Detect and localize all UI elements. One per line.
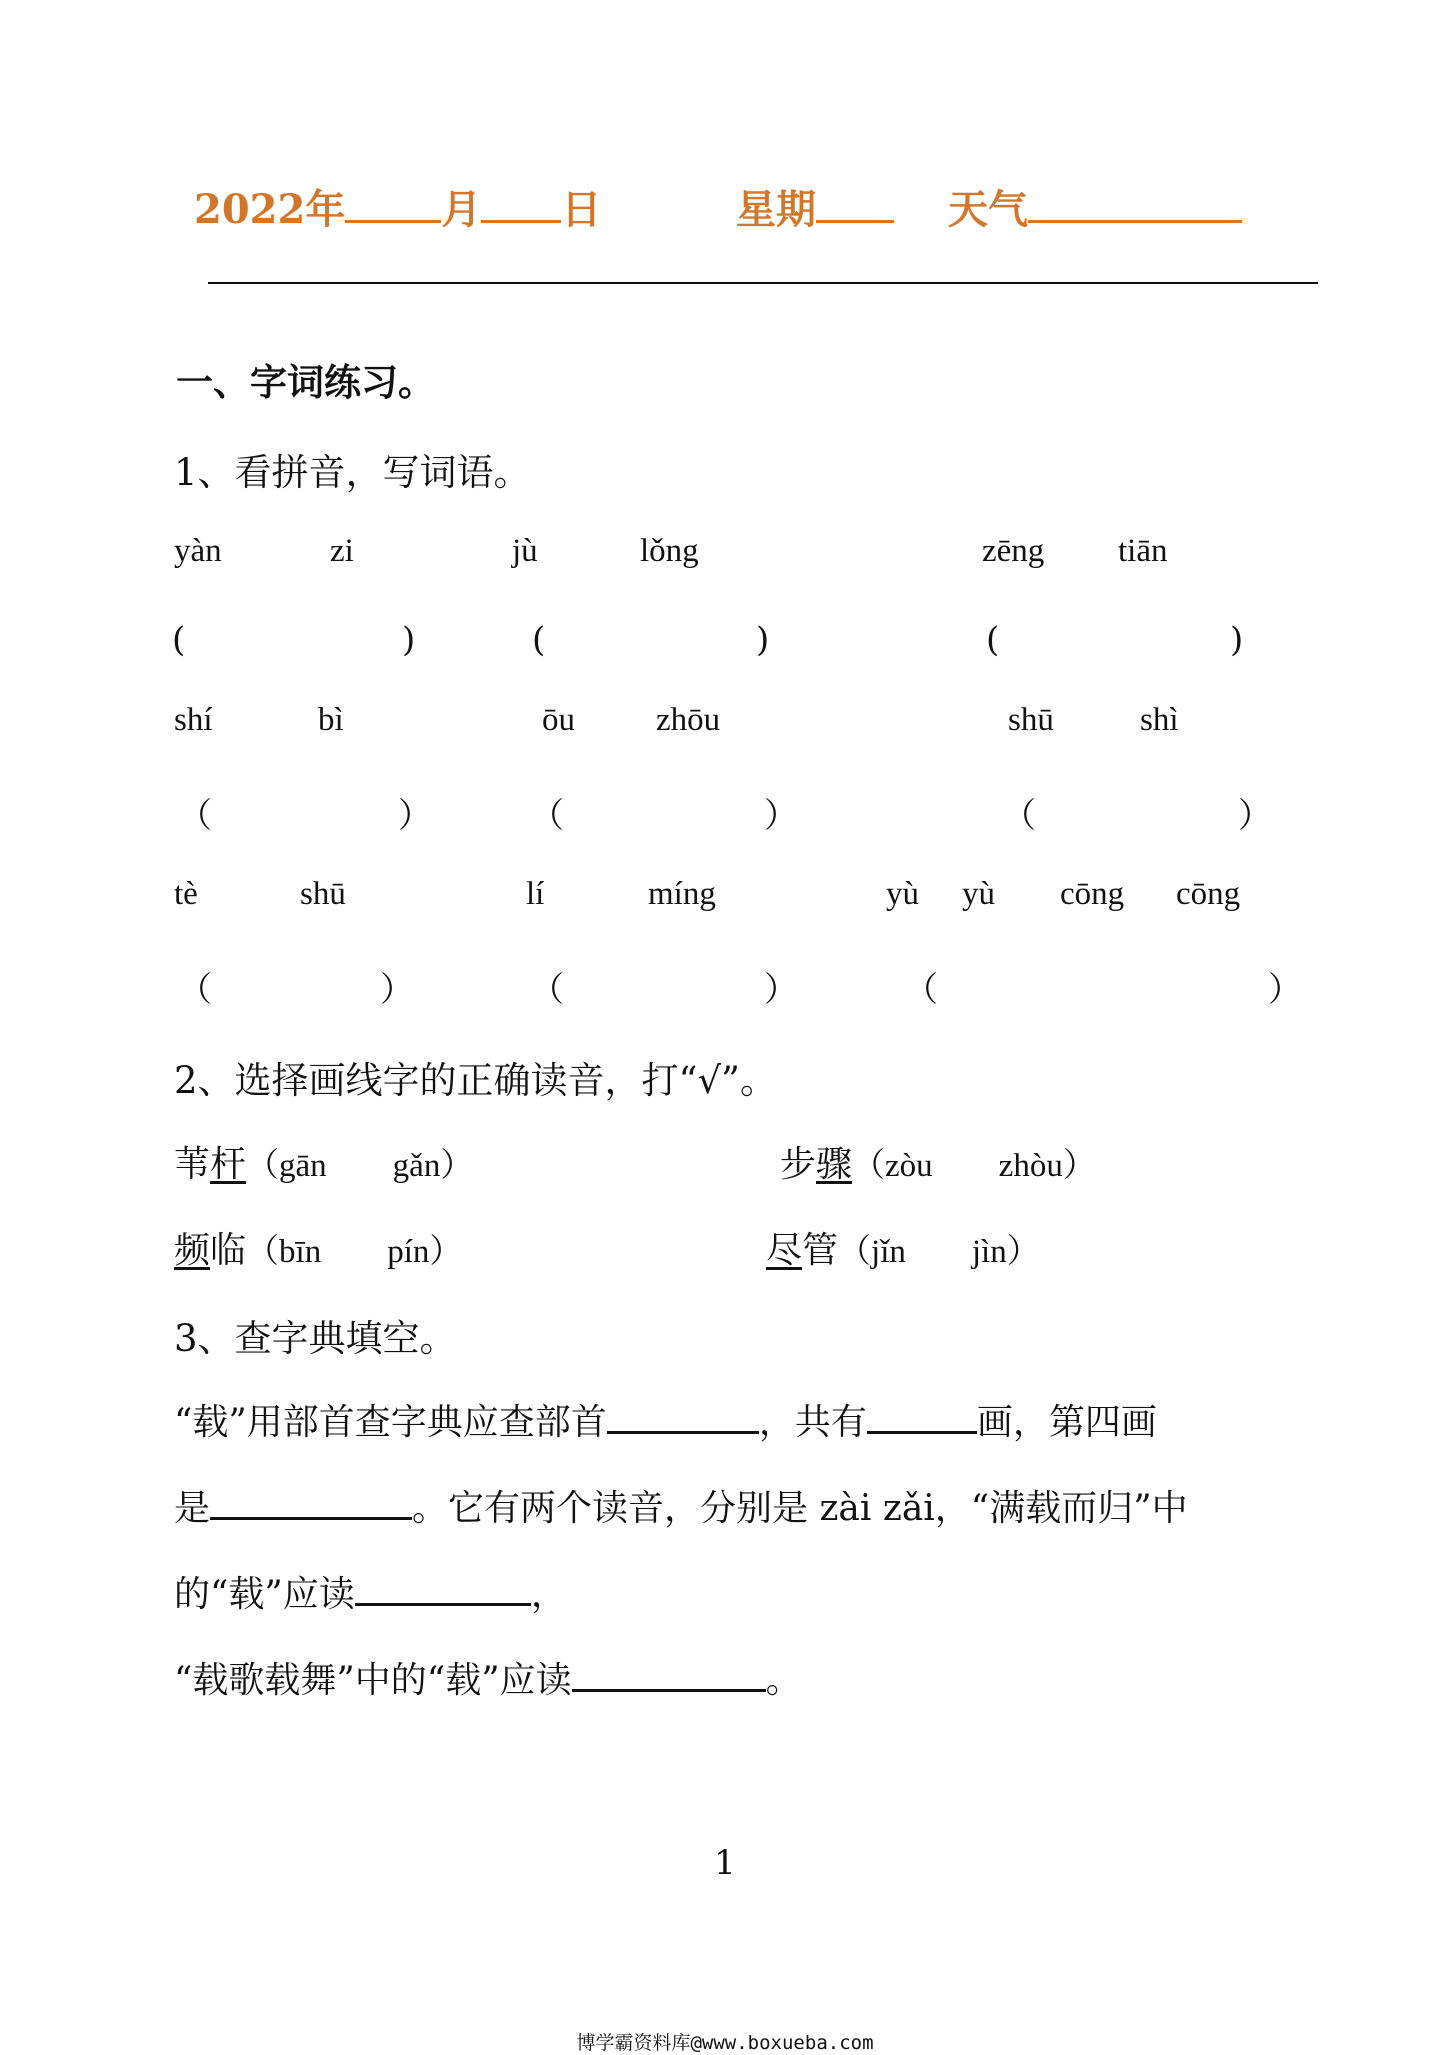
answer-paren-open: （ — [530, 796, 564, 836]
pinyin: lí — [526, 876, 545, 912]
q2-options[interactable]: （gān gǎn） — [246, 1148, 474, 1184]
q3-text: 是 — [174, 1488, 211, 1529]
section-title: 一、字词练习。 — [176, 360, 435, 404]
footer-watermark: 博学霸资料库@www.boxueba.com — [576, 2032, 874, 2054]
month-label: 月 — [441, 186, 482, 233]
q3-line-2 — [174, 1480, 1188, 1531]
pinyin: lǒng — [640, 533, 699, 569]
answer-paren-open: （ — [530, 970, 564, 1010]
q2-underlined-char: 骤 — [816, 1144, 853, 1185]
weekday-blank[interactable] — [816, 219, 894, 223]
weather-blank[interactable] — [1028, 219, 1242, 223]
weather-field — [948, 178, 1242, 235]
pinyin: zhōu — [656, 702, 721, 738]
answer-paren-open: （ — [178, 970, 212, 1010]
q2-underlined-char: 尽 — [766, 1230, 803, 1271]
q2-item — [780, 1136, 1096, 1187]
month-blank[interactable] — [345, 219, 441, 223]
q2-underlined-char: 频 — [174, 1230, 211, 1271]
pinyin: yù — [886, 876, 919, 912]
q2-plain-char: 临 — [210, 1230, 247, 1271]
q2-underlined-char: 杆 — [210, 1144, 247, 1185]
pinyin: shū — [300, 876, 346, 912]
pinyin: cōng — [1060, 876, 1125, 912]
answer-paren-close: ） — [764, 970, 798, 1010]
q3-line-1 — [174, 1394, 1157, 1445]
q2-item — [766, 1222, 1040, 1273]
pinyin: shū — [1008, 702, 1054, 738]
pinyin: jù — [512, 533, 538, 569]
q3-text: “载”用部首查字典应查部首 — [174, 1402, 607, 1443]
q3-line-4 — [174, 1652, 802, 1703]
day-blank[interactable] — [481, 219, 561, 223]
answer-paren-open: ( — [986, 620, 1000, 660]
q2-options[interactable]: （bīn pín） — [246, 1234, 463, 1270]
q2-title: 2、选择画线字的正确读音，打“√”。 — [174, 1059, 777, 1102]
fourth-stroke-blank[interactable] — [210, 1516, 412, 1520]
pinyin: yù — [962, 876, 995, 912]
q3-text: 的“载”应读 — [174, 1574, 355, 1615]
q2-item — [174, 1222, 462, 1273]
pinyin: shí — [174, 702, 213, 738]
q3-line-3 — [174, 1566, 567, 1617]
pinyin: yàn — [174, 533, 222, 569]
pinyin: cōng — [1176, 876, 1241, 912]
q3-text: 。 — [765, 1660, 802, 1701]
pinyin: zēng — [982, 533, 1045, 569]
pinyin: míng — [648, 876, 716, 912]
reading-blank-2[interactable] — [572, 1688, 766, 1692]
header-divider — [208, 282, 1318, 284]
q3-text: 画，第四画 — [976, 1402, 1157, 1443]
q2-item — [174, 1136, 473, 1187]
q2-plain-char: 步 — [780, 1144, 817, 1185]
answer-paren-open: （ — [904, 970, 938, 1010]
weather-label: 天气 — [948, 186, 1028, 233]
year: 2022 — [194, 186, 306, 233]
answer-paren-open: （ — [178, 796, 212, 836]
answer-paren-close: ） — [398, 796, 432, 836]
q3-text: 。它有两个读音，分别是 zài zǎi，“满载而归”中 — [412, 1488, 1188, 1529]
q2-plain-char: 苇 — [174, 1144, 211, 1185]
answer-paren-close: ) — [402, 620, 416, 660]
answer-paren-close: ） — [1238, 796, 1272, 836]
date-header — [194, 178, 601, 235]
pinyin: zi — [330, 533, 354, 569]
answer-paren-open: （ — [1002, 796, 1036, 836]
answer-paren-open: ( — [172, 620, 186, 660]
year-unit: 年 — [305, 186, 346, 233]
answer-paren-close: ） — [380, 970, 414, 1010]
q3-text: ，共有 — [758, 1402, 867, 1443]
q3-text: “载歌载舞”中的“载”应读 — [174, 1660, 572, 1701]
day-label: 日 — [561, 186, 602, 233]
answer-paren-close: ） — [1268, 970, 1302, 1010]
answer-paren-open: ( — [532, 620, 546, 660]
q2-options[interactable]: （zòu zhòu） — [852, 1148, 1096, 1184]
pinyin: bì — [318, 702, 344, 738]
q1-title: 1、看拼音，写词语。 — [174, 451, 531, 494]
q2-options[interactable]: （jǐn jìn） — [838, 1234, 1040, 1270]
answer-paren-close: ） — [764, 796, 798, 836]
weekday-field — [736, 178, 894, 235]
reading-blank-1[interactable] — [355, 1602, 531, 1606]
pinyin: tiān — [1118, 533, 1168, 569]
pinyin: shì — [1140, 702, 1179, 738]
q3-title: 3、查字典填空。 — [174, 1317, 457, 1360]
answer-paren-close: ) — [756, 620, 770, 660]
weekday-label: 星期 — [736, 186, 816, 233]
pinyin: tè — [174, 876, 198, 912]
pinyin: ōu — [542, 702, 575, 738]
stroke-count-blank[interactable] — [867, 1430, 977, 1434]
q2-plain-char: 管 — [802, 1230, 839, 1271]
answer-paren-close: ) — [1230, 620, 1244, 660]
radical-blank[interactable] — [607, 1430, 759, 1434]
q3-text: ， — [530, 1574, 567, 1615]
page-number: 1 — [714, 1843, 736, 1883]
